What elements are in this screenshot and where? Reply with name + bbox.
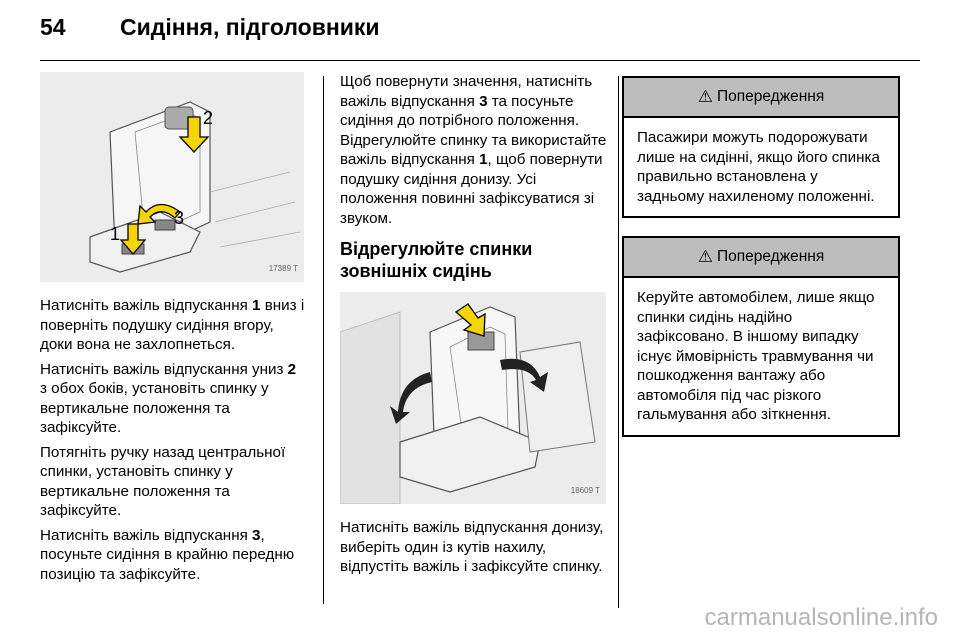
instruction-paragraph: Натисніть важіль відпускання донизу, виберіть один із кутів нахилу, відпустіть важіль і зафіксуйте спинку. bbox=[340, 519, 604, 575]
warning-title: Попередження bbox=[717, 88, 825, 106]
warning-header bbox=[624, 78, 898, 118]
instruction-paragraph: Потягніть ручку назад центральної спинки, установіть спинку у вертикальне положення та зафіксуйте. bbox=[40, 443, 286, 519]
callout-2: 2 bbox=[203, 108, 214, 128]
page-header bbox=[40, 14, 920, 48]
warning-triangle-icon: ⚠ bbox=[697, 87, 713, 107]
rear-seat-illustration bbox=[40, 72, 304, 282]
instruction-paragraph: Натисніть важіль відпускання униз 2 з обох боків, установіть спинку у вертикальне положення та зафіксуйте. bbox=[40, 360, 297, 436]
instruction-paragraph: Натисніть важіль відпускання 1 вниз і поверніть подушку сидіння вгору, доки вона не захлопнеться. bbox=[40, 297, 305, 353]
column-2 bbox=[340, 72, 610, 582]
rear-seat-drawing bbox=[40, 72, 304, 282]
warning-triangle-icon: ⚠ bbox=[697, 247, 713, 267]
outer-seat-drawing bbox=[340, 292, 606, 504]
column-divider bbox=[618, 76, 619, 608]
callout-3: 3 bbox=[174, 208, 185, 228]
page-number: 54 bbox=[40, 14, 66, 40]
column-divider bbox=[323, 76, 324, 604]
warning-text: Пасажири можуть подорожувати лише на сидінні, якщо його спинка правильно встановлена у задньому нахиленому положенні. bbox=[637, 129, 880, 205]
instruction-paragraph: Натисніть важіль відпускання 3, посуньте сидіння в крайню передню позицію та зафіксуйте. bbox=[40, 526, 295, 583]
callout-1: 1 bbox=[110, 224, 121, 244]
column-3 bbox=[622, 76, 900, 455]
warning-box bbox=[622, 236, 900, 437]
warning-box bbox=[622, 76, 900, 218]
column-1 bbox=[40, 72, 305, 589]
page-title: Сидіння, підголовники bbox=[120, 14, 380, 40]
watermark: carmanualsonline.info bbox=[704, 604, 938, 631]
figure-code: 17389 T bbox=[268, 263, 298, 273]
warning-title: Попередження bbox=[717, 248, 825, 266]
section-subheading: Відрегулюйте спинки зовнішніх сидінь bbox=[340, 239, 533, 281]
figure-code: 18609 T bbox=[570, 485, 600, 495]
instruction-paragraph: Щоб повернути значення, натисніть важіль відпускання 3 та посуньте сидіння до потрібного положення. Відрегулюйте спинку та використайте важіль відпускання 1, щоб повернути подушку сидіння донизу. Усі положення повинні зафіксуватися зі звуком. bbox=[340, 73, 607, 227]
warning-header bbox=[624, 238, 898, 278]
outer-seat-illustration bbox=[340, 292, 606, 504]
header-rule bbox=[40, 60, 920, 61]
warning-text: Керуйте автомобілем, лише якщо спинки сидінь надійно зафіксовано. В іншому випадку існує ймовірність травмування чи пошкодження вантажу або автомобіля під час різкого гальмування або зіткнення. bbox=[637, 289, 875, 423]
